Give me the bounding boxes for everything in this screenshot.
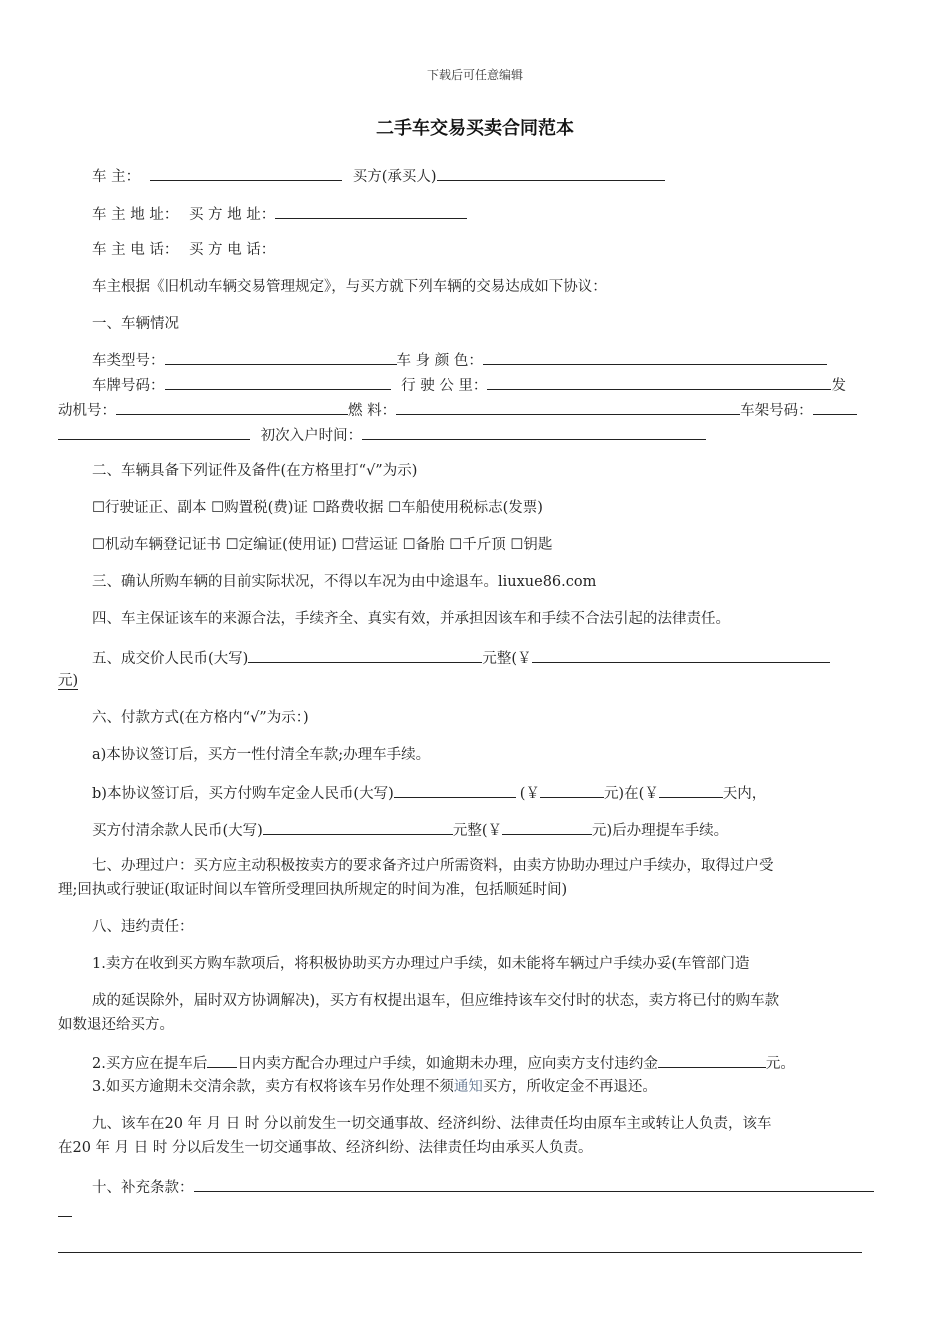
penalty-unit: 元。 bbox=[765, 1056, 795, 1072]
documents-row-2[interactable]: ☐机动车辆登记证书 ☐定编证(使用证) ☐营运证 ☐备胎 ☐千斤顶 ☐钥匙 bbox=[92, 537, 553, 553]
owner-blank[interactable] bbox=[150, 166, 342, 181]
supplementary-blank-1[interactable] bbox=[194, 1177, 874, 1192]
fuel-blank[interactable] bbox=[396, 400, 740, 415]
phone-line bbox=[92, 241, 275, 259]
section-10-label: 十、补充条款： bbox=[92, 1180, 194, 1196]
page-header: 下载后可任意编辑 bbox=[426, 68, 523, 82]
balance-label: 买方付清余款人民币(大写) bbox=[92, 823, 263, 839]
section-7-line-1: 七、办理过户：买方应主动积极按卖方的要求备齐过户所需资料，由卖方协助办理过户手续办，取得过户受 bbox=[92, 858, 774, 874]
page-title: 二手车交易买卖合同范本 bbox=[376, 118, 574, 139]
owner-phone-label: 车 主 电 话： bbox=[92, 242, 179, 258]
deposit-within-label: 元)在(￥ bbox=[603, 786, 659, 802]
buyer-label: 买方(承买人) bbox=[352, 169, 437, 185]
price-label: 五、成交价人民币(大写) bbox=[92, 651, 249, 667]
price-number-blank[interactable] bbox=[532, 648, 830, 663]
frame-blank-b[interactable] bbox=[58, 425, 250, 440]
deposit-days-blank[interactable] bbox=[659, 783, 723, 798]
section-3-text: 三、确认所购车辆的目前实际状况，不得以车况为由中途退车。liuxue86.com bbox=[92, 574, 597, 590]
supplementary-blank-2[interactable] bbox=[58, 1216, 72, 1217]
price-end bbox=[58, 672, 78, 690]
days-label: 天内， bbox=[722, 786, 767, 802]
color-blank[interactable] bbox=[483, 350, 827, 365]
supplementary-blank-3[interactable] bbox=[58, 1252, 862, 1253]
penalty-blank[interactable] bbox=[658, 1053, 766, 1068]
buyer-address-label: 买 方 地 址： bbox=[188, 207, 276, 223]
model-label: 车类型号： bbox=[92, 353, 165, 369]
balance-words-blank[interactable] bbox=[263, 820, 453, 835]
mileage-label: 行 驶 公 里： bbox=[401, 378, 488, 394]
clause-8-2 bbox=[92, 1053, 795, 1073]
engine-label-b: 动机号： bbox=[58, 403, 116, 419]
plate-label: 车牌号码： bbox=[92, 378, 165, 394]
deposit-yuan-label: (￥ bbox=[519, 786, 540, 802]
vehicle-row-4 bbox=[58, 425, 706, 445]
first-registration-blank[interactable] bbox=[362, 425, 706, 440]
fuel-label: 燃 料： bbox=[348, 403, 397, 419]
clause-8-3-text-c: 买方，所收定金不再退还。 bbox=[482, 1079, 657, 1095]
clause-8-3 bbox=[92, 1078, 657, 1096]
section-5-line bbox=[92, 648, 830, 668]
section-7-line-2: 理;回执或行驶证(取证时间以车管所受理回执所规定的时间为准，包括顺延时间) bbox=[58, 882, 568, 898]
section-9-line-1: 九、该车在20 年 月 日 时 分以前发生一切交通事故、经济纠纷、法律责任均由原车主或转让人负责，该车 bbox=[92, 1116, 772, 1132]
price-words-blank[interactable] bbox=[248, 648, 482, 663]
price-unit: 元) bbox=[58, 673, 79, 689]
clause-8-3-notify: 通知 bbox=[453, 1079, 483, 1095]
owner-label: 车 主： bbox=[92, 169, 141, 185]
color-label: 车 身 颜 色： bbox=[396, 353, 483, 369]
deposit-words-blank[interactable] bbox=[394, 783, 516, 798]
payment-option-b bbox=[92, 783, 766, 803]
frame-label: 车架号码： bbox=[740, 403, 813, 419]
deposit-number-blank[interactable] bbox=[540, 783, 604, 798]
buyer-address-blank[interactable] bbox=[275, 204, 467, 219]
balance-number-blank[interactable] bbox=[502, 820, 592, 835]
clause-8-1-line-3: 如数退还给买方。 bbox=[58, 1017, 174, 1033]
owner-line bbox=[92, 166, 665, 186]
payment-option-a: a)本协议签订后，买方一性付清全车款;办理车手续。 bbox=[92, 747, 431, 763]
section-9-line-2: 在20 年 月 日 时 分以后发生一切交通事故、经济纠纷、法律责任均由承买人负责。 bbox=[58, 1140, 593, 1156]
balance-yuan-label: 元整(￥ bbox=[452, 823, 502, 839]
plate-blank[interactable] bbox=[165, 375, 391, 390]
mileage-blank[interactable] bbox=[487, 375, 831, 390]
clause-8-1-line-2: 成的延误除外，届时双方协调解决)，买方有权提出退车，但应维持该车交付时的状态，卖方将已付的购车款 bbox=[92, 993, 780, 1009]
section-6-heading: 六、付款方式(在方格内“√”为示：) bbox=[92, 710, 309, 726]
section-8-heading: 八、违约责任： bbox=[92, 919, 194, 935]
buyer-phone-label: 买 方 电 话： bbox=[188, 242, 276, 258]
section-4-text: 四、车主保证该车的来源合法，手续齐全、真实有效，并承担因该车和手续不合法引起的法律责任。 bbox=[92, 611, 730, 627]
clause-8-2-text: 日内卖方配合办理过户手续，如逾期未办理，应向卖方支付违约金 bbox=[237, 1056, 658, 1072]
balance-tail: 元)后办理提车手续。 bbox=[592, 823, 729, 839]
buyer-blank[interactable] bbox=[437, 166, 665, 181]
deposit-label: b)本协议签订后，买方付购车定金人民币(大写) bbox=[92, 786, 394, 802]
frame-blank-a[interactable] bbox=[813, 400, 857, 415]
engine-label-a: 发 bbox=[831, 378, 846, 394]
vehicle-row-3 bbox=[58, 400, 857, 420]
payment-balance bbox=[92, 820, 728, 840]
owner-address-label: 车 主 地 址： bbox=[92, 207, 179, 223]
engine-blank[interactable] bbox=[116, 400, 348, 415]
address-line bbox=[92, 204, 467, 224]
days-after-pickup-blank[interactable] bbox=[207, 1053, 237, 1068]
section-10 bbox=[92, 1177, 874, 1197]
vehicle-row-2 bbox=[92, 375, 846, 395]
first-registration-label: 初次入户时间： bbox=[260, 428, 363, 444]
vehicle-row-1 bbox=[92, 350, 827, 370]
intro-text: 车主根据《旧机动车辆交易管理规定》，与买方就下列车辆的交易达成如下协议： bbox=[92, 279, 607, 295]
section-2-heading: 二、车辆具备下列证件及备件(在方格里打“√”为示) bbox=[92, 463, 418, 479]
clause-8-2-label: 2.买方应在提车后 bbox=[92, 1056, 208, 1072]
clause-8-3-text-a: 3.如买方逾期未交清余款，卖方有权将该车另作处理不须 bbox=[92, 1079, 454, 1095]
section-1-heading: 一、车辆情况 bbox=[92, 316, 179, 332]
price-yuan-label: 元整(￥ bbox=[482, 651, 532, 667]
clause-8-1-line-1: 1.卖方在收到买方购车款项后，将积极协助买方办理过户手续，如未能将车辆过户手续办妥(车管部门造 bbox=[92, 956, 750, 972]
model-blank[interactable] bbox=[165, 350, 397, 365]
documents-row-1[interactable]: ☐行驶证正、副本 ☐购置税(费)证 ☐路费收据 ☐车船使用税标志(发票) bbox=[92, 500, 543, 516]
